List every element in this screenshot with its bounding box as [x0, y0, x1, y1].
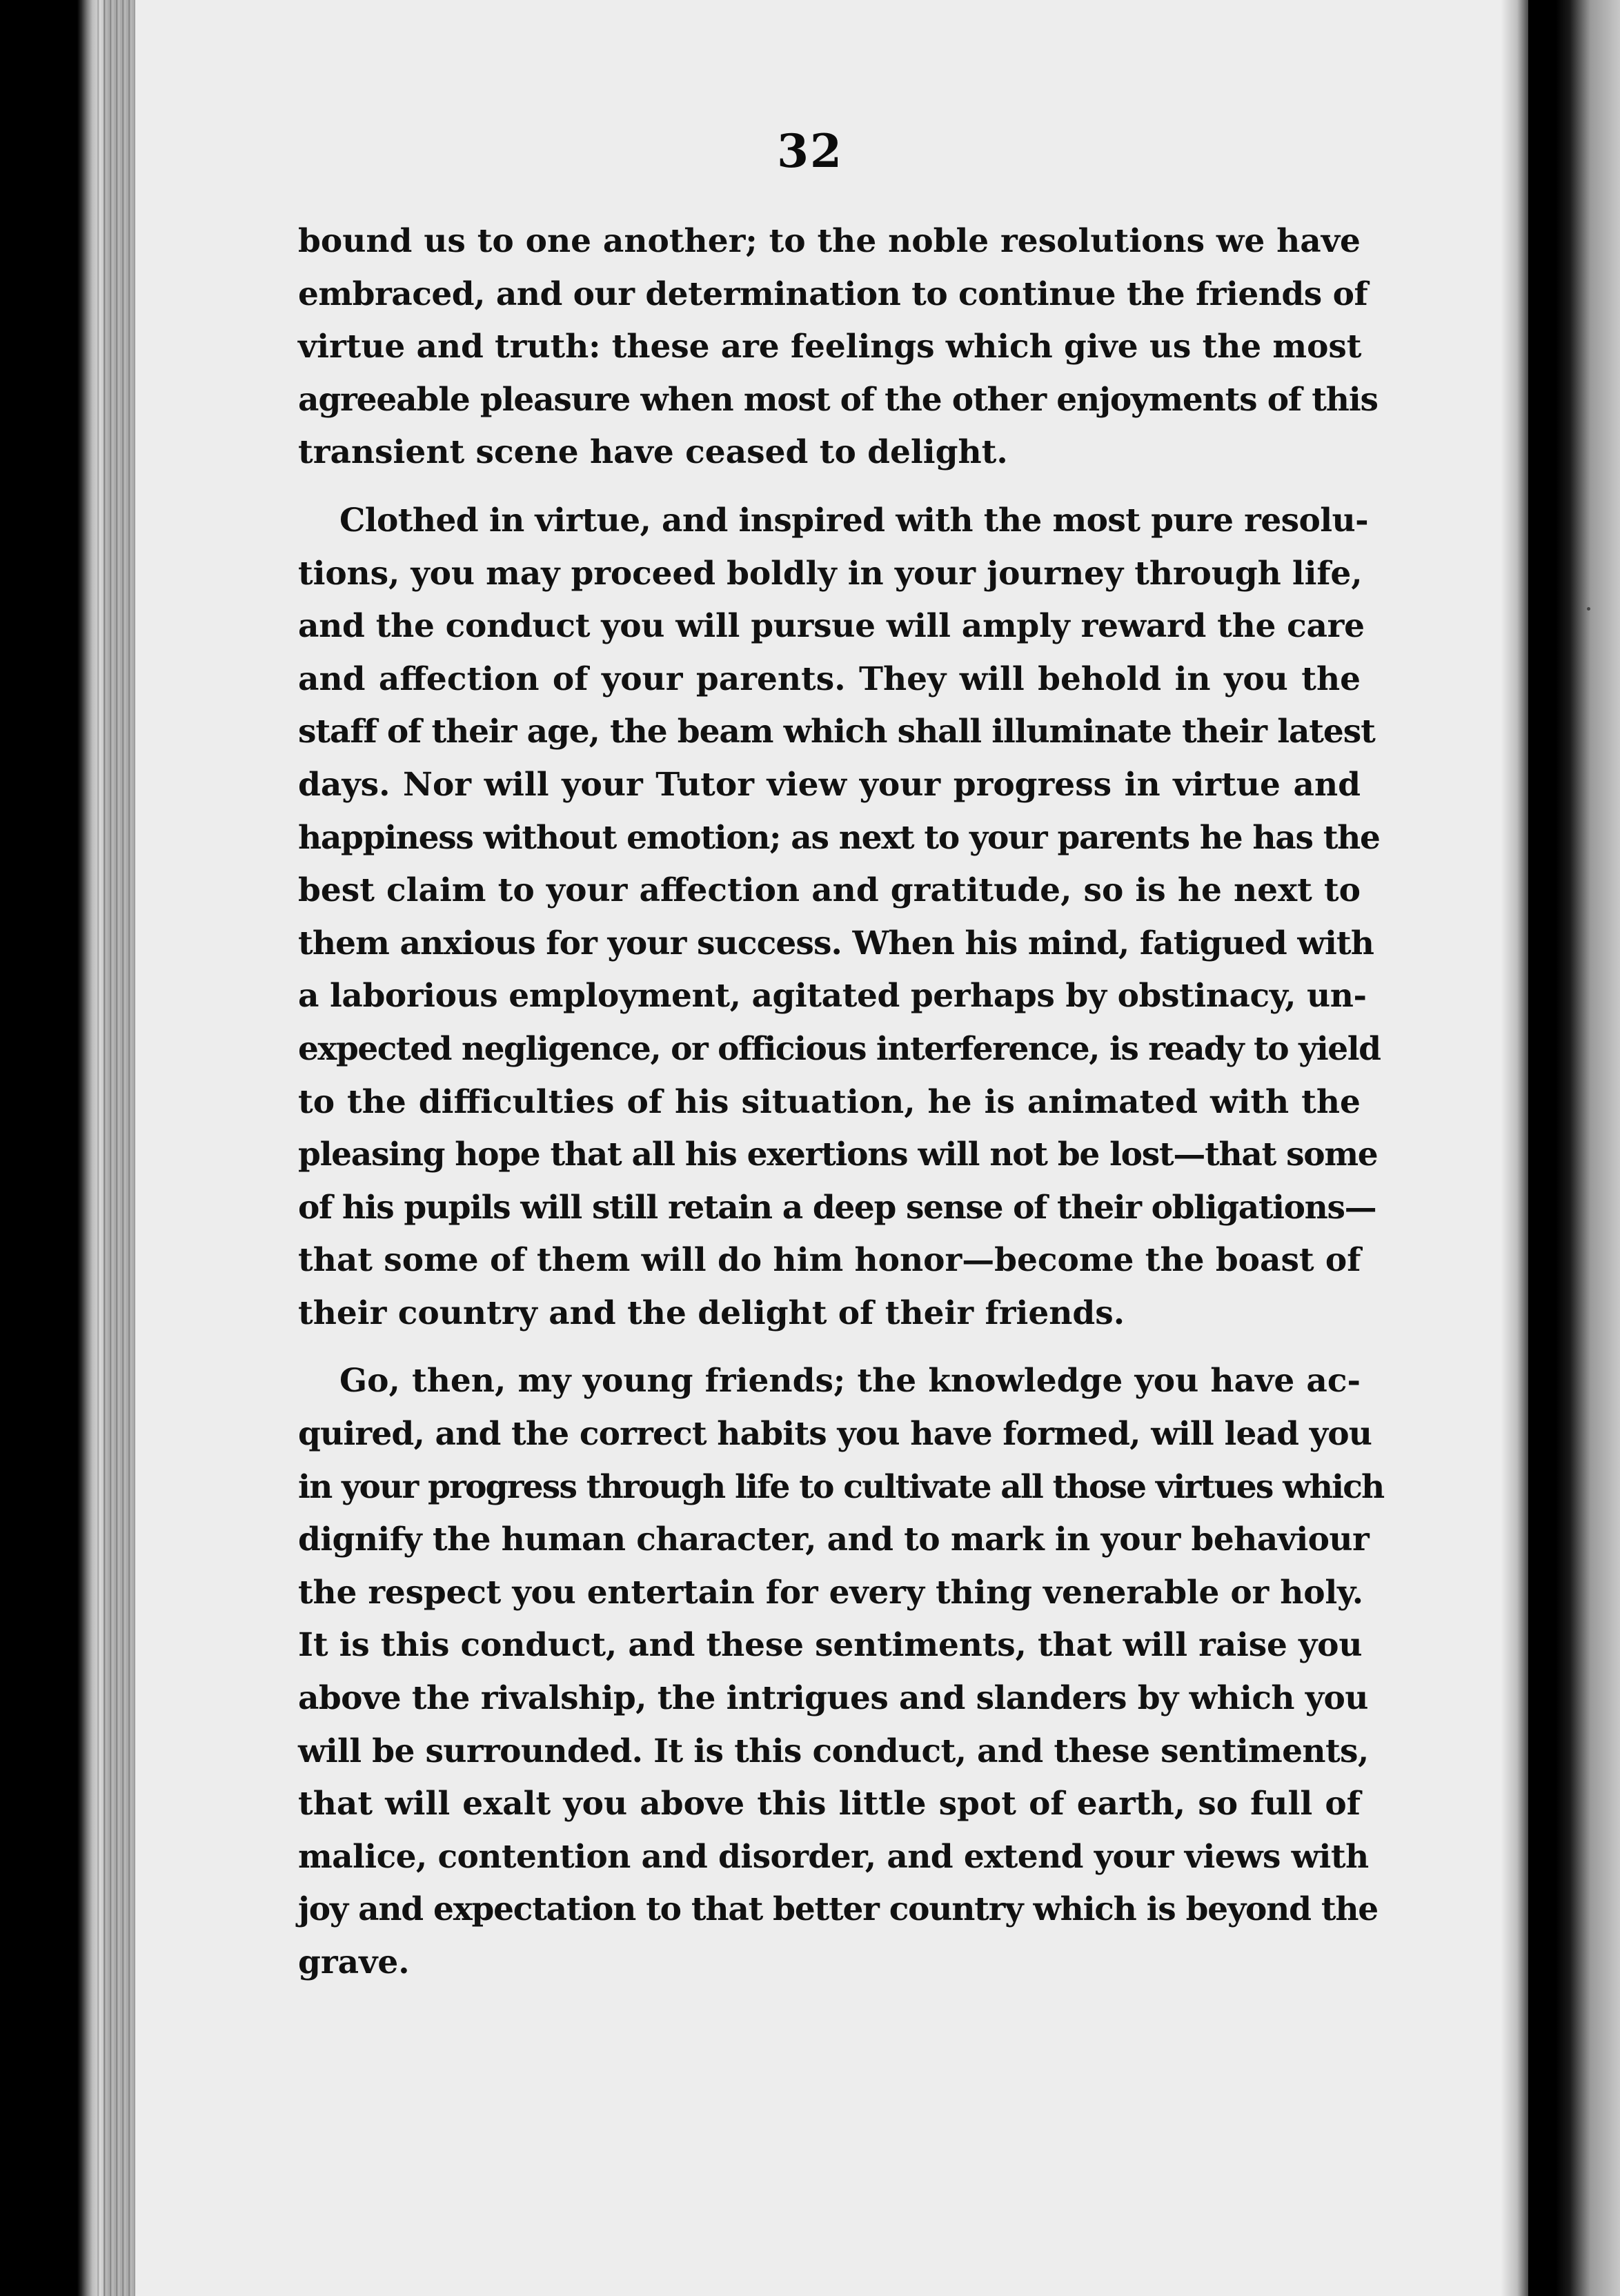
text-line: the respect you entertain for every thing venerable or holy. — [298, 1573, 1363, 1612]
page-number: 32 — [777, 124, 843, 178]
text-line: Go, then, my young friends; the knowledge you have ac- — [339, 1362, 1361, 1401]
text-line: malice, contention and disorder, and extend your views with — [298, 1837, 1369, 1876]
text-line: transient scene have ceased to delight. — [298, 433, 1008, 472]
text-line: a laborious employment, agitated perhaps by obstinacy, un- — [298, 977, 1367, 1016]
text-line: quired, and the correct habits you have formed, will lead you — [298, 1415, 1372, 1454]
text-line: them anxious for your success. When his mind, fatigued with — [298, 924, 1374, 962]
text-line: and the conduct you will pursue will amply reward the care — [298, 607, 1365, 646]
paragraph-2 — [298, 495, 1381, 1340]
paragraph-3 — [298, 1355, 1384, 1989]
scan-speck — [26, 1656, 31, 1661]
text-line: tions, you may proceed boldly in your journey through life, — [298, 554, 1363, 593]
text-line: grave. — [298, 1943, 410, 1981]
text-line: in your progress through life to cultivate all those virtues which — [298, 1467, 1384, 1506]
body-text — [298, 215, 1384, 1990]
text-line: Clothed in virtue, and inspired with the most pure resolu- — [339, 501, 1368, 540]
right-margin-edge — [1528, 0, 1620, 2296]
text-line: best claim to your affection and gratitude, so is he next to — [298, 871, 1361, 910]
text-line: It is this conduct, and these sentiments, that will raise you — [298, 1626, 1363, 1665]
text-line: to the difficulties of his situation, he is animated with the — [298, 1082, 1361, 1121]
text-line: joy and expectation to that better country which is beyond the — [298, 1890, 1378, 1929]
text-line: expected negligence, or officious interference, is ready to yield — [298, 1029, 1381, 1068]
text-line: embraced, and our determination to continue the friends of — [298, 275, 1368, 313]
text-line: and affection of your parents. They will behold in you the — [298, 660, 1361, 698]
text-line: that will exalt you above this little spot of earth, so full of — [298, 1785, 1361, 1823]
text-line: bound us to one another; to the noble resolutions we have — [298, 222, 1361, 260]
text-line: virtue and truth: these are feelings which give us the most — [298, 328, 1362, 366]
paragraph-1 — [298, 215, 1378, 479]
text-line: staff of their age, the beam which shall illuminate their latest — [298, 713, 1375, 751]
page-gutter-shadow — [1501, 0, 1528, 2296]
text-line: their country and the delight of their friends. — [298, 1294, 1125, 1332]
text-line: pleasing hope that all his exertions will not be lost—that some — [298, 1136, 1378, 1174]
page-stack-edges — [95, 0, 137, 2296]
text-line: days. Nor will your Tutor view your progress in virtue and — [298, 765, 1361, 804]
text-line: above the rivalship, the intrigues and slanders by which you — [298, 1679, 1368, 1718]
scan-speck — [19, 297, 23, 301]
text-line: that some of them will do him honor—become the boast of — [298, 1241, 1361, 1280]
text-line: will be surrounded. It is this conduct, and these sentiments, — [298, 1732, 1369, 1770]
scan-speck — [1587, 607, 1590, 611]
text-line: happiness without emotion; as next to your parents he has the — [298, 818, 1380, 857]
left-binding-edge — [0, 0, 103, 2296]
text-line: dignify the human character, and to mark in your behaviour — [298, 1521, 1370, 1559]
text-line: agreeable pleasure when most of the other enjoyments of this — [298, 380, 1378, 419]
text-line: of his pupils will still retain a deep sense of their obligations— — [298, 1188, 1376, 1227]
